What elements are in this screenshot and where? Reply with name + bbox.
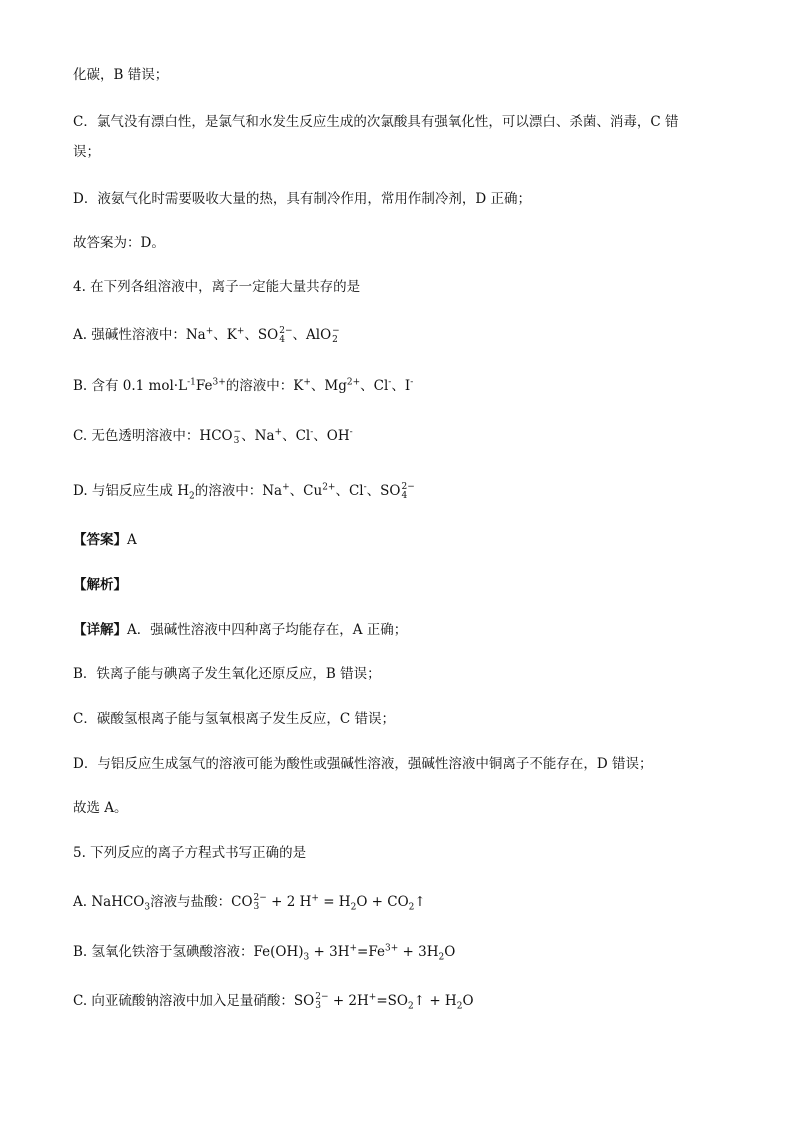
subscript: 2 [350, 902, 357, 913]
q4-option-b [73, 377, 413, 395]
q4-option-d-text: 、Cl [335, 483, 364, 499]
q5-option-b-text: + 3H [398, 944, 439, 960]
answer-value: A [127, 532, 137, 548]
ion-stack [254, 894, 267, 912]
charge: 2− [315, 991, 329, 1002]
q5-option-a-text: A. NaHCO [73, 894, 145, 910]
q4-option-d-text: 、SO [366, 483, 401, 499]
text-line: 误； [73, 144, 100, 160]
q4-option-d-text: 、Cu [289, 483, 323, 499]
subscript: 4 [279, 334, 285, 345]
ion-stack [279, 327, 292, 345]
q5-option-a-text: O + CO [356, 894, 409, 910]
ion-stack [402, 483, 415, 501]
q4-detail-c: C．碳酸氢根离子能与氢氧根离子发生反应，C 错误； [73, 711, 395, 727]
subscript: 3 [144, 902, 151, 913]
q5-option-b-text: O [444, 944, 456, 960]
subscript: 4 [401, 490, 408, 501]
q4-option-c-text: 、Na [241, 428, 275, 444]
q4-option-a-text: 、AlO [292, 327, 332, 343]
text-line: C．氯气没有漂白性，是氯气和水发生反应生成的次氯酸具有强氧化性，可以漂白、杀菌、消毒，C 错 [73, 114, 679, 130]
q5-option-b-text: B. 氢氧化铁溶于氢碘酸溶液：Fe(OH) [73, 944, 304, 960]
q4-option-b-text: 的溶液中：K [225, 378, 304, 394]
question-5-stem: 5. 下列反应的离子方程式书写正确的是 [73, 845, 307, 861]
q4-detail-d: D．与铝反应生成氢气的溶液可能为酸性或强碱性溶液，强碱性溶液中铜离子不能存在，D 错误； [73, 756, 653, 772]
charge: 2− [279, 325, 293, 336]
charge: − [332, 325, 340, 336]
q5-option-c-text: + 2H [328, 993, 369, 1009]
q5-option-c-text: ↑ + H [413, 993, 457, 1009]
q5-option-b-text: + 3H [309, 944, 350, 960]
q4-option-b-text: 、Mg [310, 378, 347, 394]
q5-option-a-text: + 2 H [266, 894, 312, 910]
q4-option-b-text: 、Cl [360, 378, 389, 394]
q4-detail-b: B．铁离子能与碘离子发生氧化还原反应，B 错误； [73, 666, 381, 682]
q4-option-a-text: 、K [213, 327, 237, 343]
q4-option-c-text: C. 无色透明溶液中：HCO [73, 428, 233, 444]
subscript: 2 [408, 902, 415, 913]
q5-option-a-text: 溶液与盐酸：CO [150, 894, 253, 910]
charge: 2− [253, 892, 267, 903]
q4-detail-a [73, 621, 407, 639]
charge: − [233, 426, 242, 437]
text-line: D．液氨气化时需要吸收大量的热，具有制冷作用，常用作制冷剂，D 正确； [73, 191, 531, 207]
text-line: 化碳，B 错误； [73, 67, 169, 83]
answer-label: 【答案】 [73, 532, 127, 548]
q5-option-a-text: = H [318, 894, 351, 910]
q4-option-d-text: 的溶液中：Na [194, 483, 283, 499]
q4-option-c-text: 、OH [313, 428, 350, 444]
charge: + [282, 482, 290, 493]
subscript: 2 [189, 491, 195, 502]
charge: - [310, 427, 314, 438]
charge: + [349, 943, 358, 954]
q5-option-c-text: C. 向亚硫酸钠溶液中加入足量硝酸：SO [73, 993, 315, 1009]
subscript: 2 [332, 334, 338, 345]
analysis-label: 【解析】 [73, 577, 127, 593]
q4-option-b-text: B. 含有 0.1 mol·L [73, 378, 188, 394]
q5-option-c-text: =SO [376, 993, 408, 1009]
subscript: 2 [456, 1001, 463, 1012]
subscript: 2 [438, 952, 445, 963]
q4-option-d [73, 482, 415, 501]
q5-option-a [73, 893, 426, 912]
q5-option-b [73, 943, 455, 961]
q5-option-a-text: ↑ [414, 894, 426, 910]
charge: + [368, 992, 377, 1003]
charge: + [303, 377, 311, 388]
question-4-stem: 4. 在下列各组溶液中，离子一定能大量共存的是 [73, 279, 361, 295]
charge: - [349, 427, 353, 438]
q5-option-b-text: =Fe [357, 944, 385, 960]
q4-option-c-text: 、Cl [282, 428, 311, 444]
charge: + [274, 427, 283, 438]
ion-stack [315, 993, 328, 1011]
text-line: 故答案为：D。 [73, 235, 165, 251]
ion-stack [332, 327, 340, 345]
q5-option-c [73, 992, 474, 1011]
q4-answer [73, 531, 137, 549]
q4-option-c [73, 427, 353, 446]
charge: + [205, 326, 214, 337]
charge: - [388, 377, 392, 388]
charge: + [236, 326, 245, 337]
charge: 2+ [322, 482, 336, 493]
charge: - [363, 482, 367, 493]
q4-option-a-text: A. 强碱性溶液中：Na [73, 327, 206, 343]
q4-option-b-text: 、I [391, 378, 411, 394]
q4-option-a [73, 326, 340, 345]
charge: 2− [401, 481, 415, 492]
subscript: 2 [407, 1001, 414, 1012]
q4-option-a-text: 、SO [244, 327, 279, 343]
charge: + [311, 893, 319, 904]
subscript: 3 [315, 1000, 321, 1011]
subscript: 3 [253, 901, 260, 912]
exponent: -1 [187, 377, 196, 388]
charge: 2+ [346, 377, 361, 388]
charge: 3+ [384, 943, 399, 954]
subscript: 3 [233, 435, 240, 446]
detail-text: A．强碱性溶液中四种离子均能存在，A 正确； [127, 622, 408, 638]
detail-label: 【详解】 [73, 622, 127, 638]
charge: - [410, 377, 414, 388]
q4-conclusion: 故选 A。 [73, 800, 128, 816]
q5-option-c-text: O [462, 993, 474, 1009]
q4-option-b-text: Fe [195, 378, 213, 394]
q4-option-d-text: D. 与铝反应生成 H [73, 483, 189, 499]
subscript: 3 [303, 952, 310, 963]
charge: 3+ [212, 377, 226, 388]
